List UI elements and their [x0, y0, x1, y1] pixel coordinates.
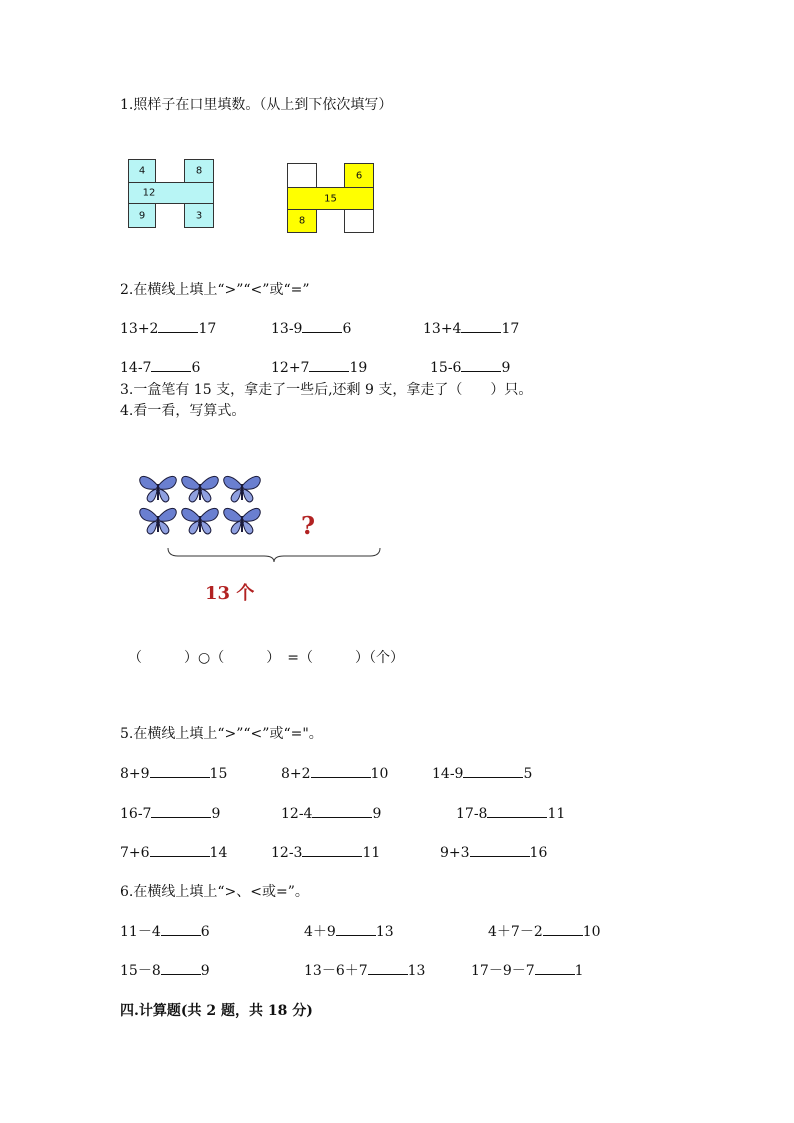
q2-item-1: 13+2 17 — [120, 321, 217, 337]
task-middle-box: 15 — [287, 187, 374, 210]
brace-icon — [168, 548, 380, 562]
q5-item-9: 9+3 16 — [440, 845, 548, 861]
q5-item-3: 14-9 5 — [432, 766, 533, 782]
answer-blank[interactable] — [161, 973, 201, 975]
task-bottom-right-box[interactable] — [344, 209, 374, 233]
question-mark: ? — [301, 511, 316, 540]
q6-item-5: 13－6＋7 13 — [304, 963, 426, 979]
task-top-left-box[interactable] — [287, 163, 317, 188]
answer-blank[interactable] — [158, 331, 198, 333]
answer-blank[interactable] — [312, 816, 372, 818]
q2-item-3: 13+4 17 — [423, 321, 520, 337]
answer-blank[interactable] — [309, 370, 349, 372]
answer-blank[interactable] — [302, 855, 362, 857]
section-4-title: 四.计算题(共 2 题，共 18 分) — [120, 1003, 313, 1019]
example-middle-box: 12 — [128, 182, 214, 204]
example-top-right-box: 8 — [184, 159, 214, 183]
answer-blank[interactable] — [336, 934, 376, 936]
butterfly-icon — [224, 476, 261, 502]
q2-item-5: 12+7 19 — [271, 360, 368, 376]
example-bottom-left-box: 9 — [128, 203, 156, 228]
answer-blank[interactable] — [151, 370, 191, 372]
q6-title: 6.在横线上填上“>、<或=”。 — [120, 884, 309, 900]
answer-blank[interactable] — [302, 331, 342, 333]
q2-title: 2.在横线上填上“>”“<”或“=” — [120, 282, 310, 298]
total-label: 13 个 — [205, 583, 255, 604]
example-bottom-right-box: 3 — [184, 203, 214, 228]
answer-blank[interactable] — [470, 855, 530, 857]
q6-item-3: 4＋7－2 10 — [488, 924, 601, 940]
q3-text: 3.一盒笔有 15 支，拿走了一些后,还剩 9 支，拿走了（ ）只。 — [120, 382, 533, 398]
answer-blank[interactable] — [150, 776, 210, 778]
butterfly-icon — [182, 476, 219, 502]
q5-item-5: 12-4 9 — [281, 806, 382, 822]
butterfly-icon — [140, 508, 177, 534]
answer-blank[interactable] — [311, 776, 371, 778]
answer-blank[interactable] — [535, 973, 575, 975]
task-top-right-box: 6 — [344, 163, 374, 188]
task-bottom-left-box: 8 — [287, 209, 317, 233]
q2-item-4: 14-7 6 — [120, 360, 201, 376]
answer-blank[interactable] — [368, 973, 408, 975]
answer-blank[interactable] — [463, 776, 523, 778]
answer-blank[interactable] — [487, 816, 547, 818]
q6-item-1: 11－4 6 — [120, 924, 210, 940]
q4-formula[interactable]: （ ）○（ ） =（ ）（个） — [128, 650, 404, 666]
q5-item-1: 8+9 15 — [120, 766, 228, 782]
butterfly-illustration — [130, 468, 400, 568]
q4-title: 4.看一看，写算式。 — [120, 403, 246, 419]
answer-blank[interactable] — [161, 934, 201, 936]
example-top-left-box: 4 — [128, 159, 156, 183]
q5-item-4: 16-7 9 — [120, 806, 221, 822]
q5-item-6: 17-8 11 — [456, 806, 566, 822]
answer-blank[interactable] — [543, 934, 583, 936]
q2-item-6: 15-6 9 — [430, 360, 511, 376]
q6-item-6: 17－9－7 1 — [471, 963, 584, 979]
q2-item-2: 13-9 6 — [271, 321, 352, 337]
butterfly-icon — [224, 508, 261, 534]
butterfly-icon — [182, 508, 219, 534]
q5-item-7: 7+6 14 — [120, 845, 228, 861]
answer-blank[interactable] — [461, 370, 501, 372]
q6-item-4: 15－8 9 — [120, 963, 210, 979]
q6-item-2: 4＋9 13 — [304, 924, 394, 940]
answer-blank[interactable] — [151, 816, 211, 818]
butterfly-icon — [140, 476, 177, 502]
answer-blank[interactable] — [150, 855, 210, 857]
answer-blank[interactable] — [461, 331, 501, 333]
q5-title: 5.在横线上填上“>”“<”或“="。 — [120, 726, 323, 742]
q5-item-2: 8+2 10 — [281, 766, 389, 782]
q5-item-8: 12-3 11 — [271, 845, 381, 861]
q1-title: 1.照样子在口里填数。（从上到下依次填写） — [120, 97, 393, 113]
